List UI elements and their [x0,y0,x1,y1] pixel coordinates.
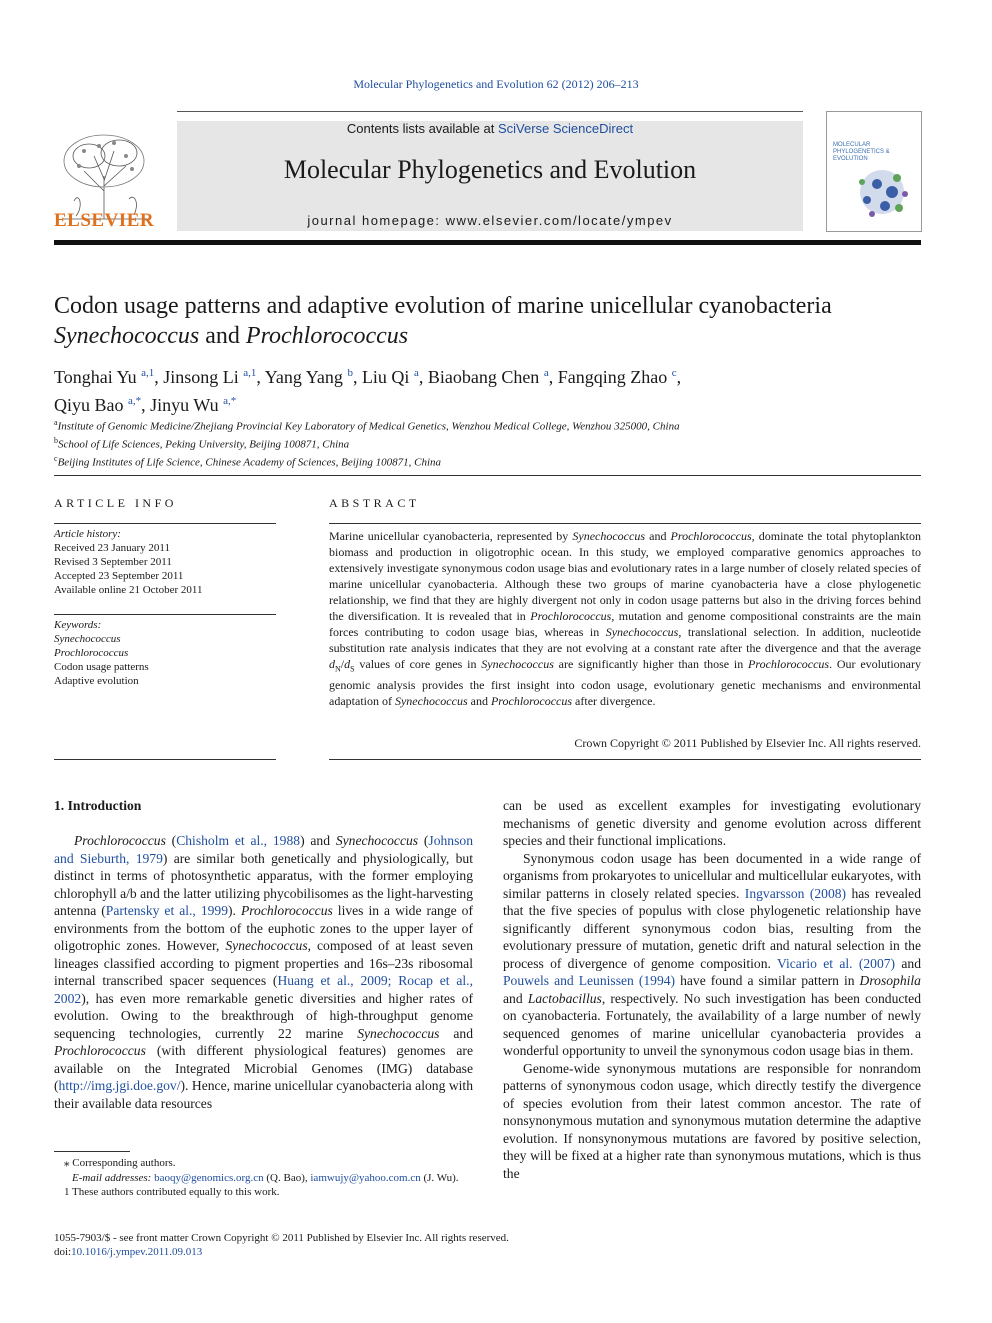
homepage-url[interactable]: www.elsevier.com/locate/ympev [445,213,673,228]
abstract-seg: after divergence. [572,694,656,709]
text-run: and [895,955,921,971]
footnote-emails [54,1171,474,1186]
reference-link[interactable]: Ingvarsson (2008) [744,885,847,901]
history-label: Article history: [54,528,121,540]
affil-text: Institute of Genomic Medicine/Zhejiang Provincial Key Laboratory of Medical Genetics, Wenzhou Medical College, Wenzhou 325000, China [57,420,680,433]
abstract-seg: d [344,657,351,671]
author-name: Jinyu Wu [150,395,219,415]
contents-prefix: Contents lists available at [346,121,498,136]
cover-art [837,162,917,227]
abstract-seg: and [645,529,671,543]
abstract-seg: d [329,657,335,671]
title-line-1: Codon usage patterns and adaptive evolution of marine unicellular cyanobacteria [54,293,832,319]
abstract-heading: ABSTRACT [329,496,420,510]
abstract-seg: Prochlorococcus [530,609,612,623]
text-run: Synonymous codon usage has been documented in a wide range of organisms from prokaryotes to unicellular and multicellular eukaryotes, with similar patterns in closely related species. [503,850,921,901]
author-affil-sup[interactable]: c [671,367,677,379]
email-owner: (Q. Bao), [263,1171,311,1184]
affiliation-rule [54,475,921,476]
footnote-equal-contribution: 1 These authors contributed equally to this work. [64,1186,280,1198]
homepage-prefix: journal homepage: [307,213,446,228]
text-run: (with different physiological features) genomes are available on the Integrated Microbial Genomes (IMG) database ( [54,1043,473,1093]
journal-citation: Molecular Phylogenetics and Evolution 62 (2012) 206–213 [353,77,639,91]
text-run: ) are similar both genetically and physiologically, but distinct in terms of photosynthetic apparatus, with the former employing chlorophyll a/b and the latter utilizing phycobilisomes as the light-harvesting antenna ( [54,850,474,918]
affiliations [54,416,924,470]
affil-marker: c [54,454,58,464]
text-run: lives in a wide range of environments from the bottom of the euphotic zones to the upper layer of oligotrophic zones. However, [54,903,473,953]
text-run: ( [165,833,177,848]
author-affil-sup[interactable]: a,* [128,395,142,407]
abstract-seg: Synechococcus [481,657,554,671]
email-owner: (J. Wu). [420,1171,459,1184]
author-name: Tonghai Yu [54,367,137,387]
abstract-text [329,528,921,709]
abstract-seg: . Our evolutionary genomic analysis provides the first insight into codon usage, evolutionary genetic mechanisms and environmental adaptation of [329,657,921,709]
reference-link[interactable]: Chisholm et al., 1988 [176,833,301,848]
keywords-label: Keywords: [54,619,102,631]
text-run: ( [418,833,429,848]
article-info-rule [54,523,276,524]
abstract-seg: Synechococcus [394,694,468,709]
email-link-wu[interactable]: iamwujy@yahoo.com.cn [310,1171,421,1184]
abstract-seg: are significantly higher than those in [553,657,749,671]
sciencedirect-link[interactable]: SciVerse ScienceDirect [497,121,634,136]
abstract-seg: S [350,664,355,674]
affil-marker: b [54,436,58,446]
italic-term: Prochlorococcus [74,833,166,848]
article-history [54,527,276,597]
reference-link[interactable]: Johnson and Sieburth, 1979 [54,833,473,866]
abstract-seg: , translational selection. In addition, nucleotide substitution rate analysis indicates that they are not evolving at a constant rate after the divergence and that the average [329,625,921,655]
header-thick-rule [54,240,921,245]
text-run: ). [228,903,241,918]
text-run: and [503,990,528,1006]
left-column [54,832,473,1112]
abstract-seg: Marine unicellular cyanobacteria, represented by [329,529,573,543]
abstract-seg: dominate the total phytoplankton biomass and production in oligotrophic ocean. In this study, we employed comparative genomics approaches to extensively investigate synonymous codon usage bias and evolutionary rates in a large number of closely related species of marine unicellular cyanobacteria. Although these two groups of marine cyanobacteria have a close phylogenetic relationship, we find that they are highly divergent not only in codon usage patterns but also in the driving forces behind the diversification. It is revealed that in [329,529,921,623]
article-info-heading: ARTICLE INFO [54,496,177,510]
author-line-2: Qiyu Bao $^{a,*}$, Jinyu Wu $^{a,*}$ [54,395,237,415]
intro-paragraph-1 [54,832,473,1112]
keywords [54,618,276,688]
page-footer [54,1231,654,1259]
title-genus-2: Prochlorococcus [245,323,409,349]
keyword-item: Codon usage patterns [54,661,149,673]
affil-text: Beijing Institutes of Life Science, Chinese Academy of Sciences, Beijing 100871, China [57,456,442,469]
footnotes [54,1156,474,1200]
author-name: Biaobang Chen [427,367,540,387]
author-affil-sup[interactable]: a,1 [141,367,155,379]
author-affil-sup[interactable]: a,* [223,395,237,407]
affil-marker: a [54,418,58,427]
affiliation-b [54,434,924,452]
text-run: and [439,1025,473,1041]
text-run: , respectively. No such investigation has been conducted on cyanobacteria. Fortunately, the availability of a large number of newly sequenced genomes of marine unicellular cyanobacteria provides a wonderful opportunity to unveil the synonymous codon usage bias in them. [503,990,922,1058]
abstract-seg: Prochlorococcus [748,657,830,671]
italic-term: Lactobacillus [527,990,602,1006]
reference-link[interactable]: Pouwels and Leunissen (1994) [503,973,676,988]
article-title [54,291,924,351]
journal-cover-thumbnail [826,111,922,232]
text-run: ). Hence, marine unicellular cyanobacteria along with their available data resources [54,1078,473,1111]
italic-term: Drosophila [859,973,921,988]
author-affil-sup[interactable]: a [543,367,549,379]
text-run: , composed of at least seven lineages classified according to pigment properties and 16s–23s ribosomal internal transcribed spacer sequences ( [54,938,473,988]
introduction-heading: 1. Introduction [54,798,142,813]
abstract-seg: , mutation and genome compositional constraints are the main forces contributing to codon usage bias, whereas in [329,609,921,639]
affil-text: School of Life Sciences, Peking University, Beijing 100871, China [58,438,350,451]
email-link-bao[interactable]: baoqy@genomics.org.cn [154,1171,264,1184]
footnote-rule [54,1151,130,1152]
journal-name: Molecular Phylogenetics and Evolution [283,155,697,184]
history-revised: Revised 3 September 2011 [54,556,172,568]
italic-term: Synechococcus [225,938,308,953]
title-line-2 [54,321,924,351]
author-name: Liu Qi [361,367,410,387]
history-received: Received 23 January 2011 [54,542,170,554]
banner-top-rule [177,111,803,112]
text-run: ), has even more remarkable genetic diversities and higher rates of evolution. Owing to the breakthrough of high-throughput genome sequencing technologies, currently 22 marine [54,990,473,1041]
elsevier-wordmark: ELSEVIER [54,210,155,231]
abstract-seg: and [467,694,491,709]
affiliation-c [54,452,924,470]
reference-link[interactable]: Vicario et al. (2007) [776,955,896,971]
keyword-item: Adaptive evolution [54,675,139,687]
author-affil-sup[interactable]: b [347,367,353,379]
abstract-seg: Synechococcus [605,625,679,639]
history-accepted: Accepted 23 September 2011 [54,570,184,582]
footer-doi-line [54,1245,654,1259]
journal-homepage [177,213,803,228]
italic-term: Synechococcus [335,833,419,848]
abstract-rule [329,523,921,524]
title-and: and [199,323,246,349]
italic-term: Prochlorococcus [240,903,333,918]
italic-term: Prochlorococcus [54,1043,146,1058]
keyword-item: Synechococcus [54,633,121,645]
abstract-copyright: Crown Copyright © 2011 Published by Elsevier Inc. All rights reserved. [574,736,921,750]
text-run: have found a similar pattern in [675,973,860,988]
reference-link[interactable]: Huang et al., 2009; Rocap et al., 2002 [54,973,473,1006]
affiliation-a [54,416,924,434]
author-line-1: Tonghai Yu $^{a,1}$, Jinsong Li $^{a,1}$, Yang Yang $^b$, Liu Qi $^a$, Biaobang Chen $^a$, Fangqing Zhao $^c$, [54,367,682,387]
intro-paragraph-3: Genome-wide synonymous mutations are responsible for nonrandom patterns of synonymous codon usage, which directly testify the divergence of species evolution from their latest common ancestor. The rate of nonsynonymous mutation and synonymous mutation determine the adaptive evolution. If nonsynonymous mutations are favored by positive selection, they will be fixed at a higher rate than synonymous mutations, which is thus the [503,1060,921,1181]
contents-line [177,121,803,136]
abstract-seg: N [335,664,341,674]
footer-issn: 1055-7903/$ - see front matter Crown Copyright © 2011 Published by Elsevier Inc. All rights reserved. [54,1232,509,1244]
italic-term: Synechococcus [357,1025,440,1041]
doi-link[interactable]: 10.1016/j.ympev.2011.09.013 [71,1246,203,1258]
reference-link[interactable]: http://img.jgi.doe.gov/ [58,1078,181,1093]
footnote-corresponding: ⁎ Corresponding authors. [64,1157,176,1169]
author-name: Jinsong Li [163,367,239,387]
title-genus-1: Synechococcus [54,323,200,349]
history-online: Available online 21 October 2011 [54,584,203,596]
intro-paragraph-1-continued: can be used as excellent examples for investigating evolutionary mechanisms of genetic diversity and genome evolution across different species and their functional implications. [503,798,921,848]
abstract-bottom-rule [329,759,921,760]
text-run: has revealed that the five species of populus with close phylogenetic relationship have significantly different synonymous codon bias, resulting from the evolutionary pressure of mutation, genetic drift and natural selection in the process of divergence of genome composition. [503,885,921,971]
author-list [54,361,924,417]
author-name: Fangqing Zhao [557,367,668,387]
abstract-seg: Prochlorococcus, [670,529,755,543]
keyword-item: Prochlorococcus [54,647,129,659]
keywords-rule [54,614,276,615]
doi-prefix: doi: [54,1246,72,1258]
abstract-seg: / [340,657,345,671]
abstract-seg: Synechococcus [572,529,646,543]
reference-link[interactable]: Partensky et al., 1999 [105,903,229,918]
author-affil-sup[interactable]: a,1 [243,367,257,379]
intro-paragraph-2 [503,850,921,1060]
text-run: ) and [300,833,336,848]
abstract-seg: Prochlorococcus [490,694,573,709]
author-name: Qiyu Bao [54,395,124,415]
article-info-bottom-rule [54,759,276,760]
author-affil-sup[interactable]: a [413,367,419,379]
author-name: Yang Yang [264,367,343,387]
cover-title: MOLECULAR PHYLOGENETICS & EVOLUTION [833,142,890,162]
email-label: E-mail addresses: [72,1171,152,1184]
right-column [503,797,921,1182]
abstract-seg: values of core genes in [354,657,482,671]
